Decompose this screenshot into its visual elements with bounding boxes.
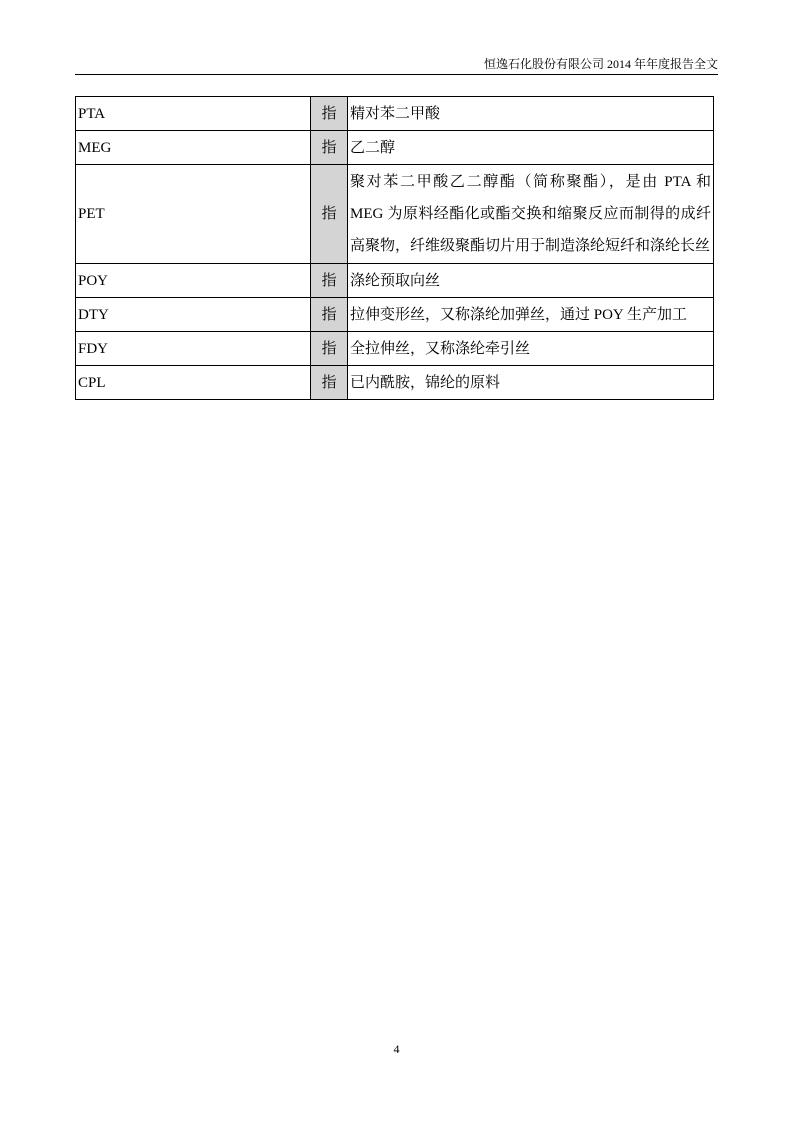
refers-cell: 指 <box>311 366 348 400</box>
table-row <box>76 366 714 400</box>
refers-cell: 指 <box>311 332 348 366</box>
table-row <box>76 97 714 131</box>
definition-cell: 拉伸变形丝，又称涤纶加弹丝，通过 POY 生产加工 <box>348 298 714 332</box>
table-row <box>76 165 714 264</box>
page-number: 4 <box>393 1042 400 1056</box>
term-cell: FDY <box>76 332 311 366</box>
term-cell: CPL <box>76 366 311 400</box>
term-cell: PTA <box>76 97 311 131</box>
refers-cell: 指 <box>311 97 348 131</box>
term-cell: POY <box>76 264 311 298</box>
refers-cell: 指 <box>311 298 348 332</box>
definition-cell: 全拉伸丝，又称涤纶牵引丝 <box>348 332 714 366</box>
term-cell: PET <box>76 165 311 264</box>
definition-cell: 精对苯二甲酸 <box>348 97 714 131</box>
table-row <box>76 131 714 165</box>
glossary-table <box>75 96 714 400</box>
table-row <box>76 332 714 366</box>
report-title: 恒逸石化股份有限公司 2014 年年度报告全文 <box>483 57 718 71</box>
definition-cell: 已内酰胺，锦纶的原料 <box>348 366 714 400</box>
definition-cell: 聚对苯二甲酸乙二醇酯（简称聚酯），是由 PTA 和 MEG 为原料经酯化或酯交换和缩聚反应而制得的成纤高聚物，纤维级聚酯切片用于制造涤纶短纤和涤纶长丝 <box>348 165 714 264</box>
term-cell: MEG <box>76 131 311 165</box>
definition-cell: 涤纶预取向丝 <box>348 264 714 298</box>
refers-cell: 指 <box>311 165 348 264</box>
definition-cell: 乙二醇 <box>348 131 714 165</box>
refers-cell: 指 <box>311 131 348 165</box>
page-header <box>75 56 718 75</box>
table-row <box>76 264 714 298</box>
table-row <box>76 298 714 332</box>
refers-cell: 指 <box>311 264 348 298</box>
term-cell: DTY <box>76 298 311 332</box>
